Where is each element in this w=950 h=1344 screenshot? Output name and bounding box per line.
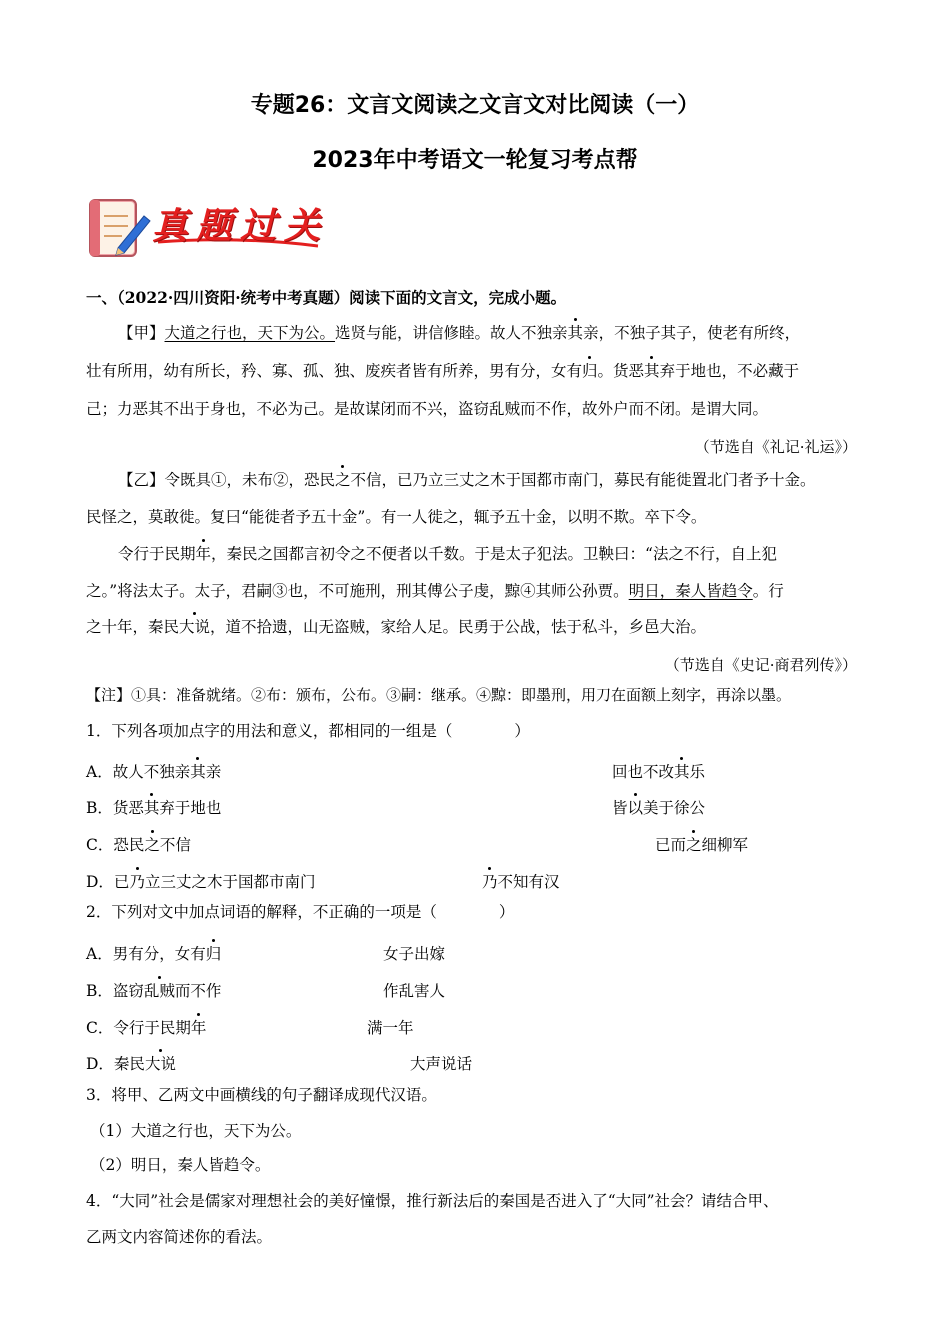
annotation-note: 【注】①具：准备就绪。②布：颁布，公布。③嗣：继承。④黥：即墨刑，用刀在面额上刻字，再涂以墨。 — [86, 686, 792, 704]
jia-text: 壮有所用，幼有所长，矜、寡、孤、独、废疾者皆有所养，男有分，女有 — [86, 362, 583, 380]
yi-text: 不信，已乃立三丈之木于国都市南门，募民有能徙置北门者予十金。 — [350, 471, 816, 489]
q2-option-d-right: 大声说话 — [410, 1055, 473, 1073]
q2-option-b-right: 作乱害人 — [383, 982, 446, 1000]
q2-option-d-left: D．秦民大说 — [86, 1055, 176, 1073]
q3-sentence-1: （1）大道之行也，天下为公。 — [90, 1122, 302, 1140]
q4-stem-line-2: 乙两文内容简述你的看法。 — [86, 1228, 273, 1246]
q2-option-c-right: 满一年 — [367, 1019, 414, 1037]
q1-option-a-left: A．故人不独亲其亲 — [86, 763, 222, 781]
yi-text: 令行于民期 — [118, 545, 196, 563]
yi-line-5 — [86, 620, 706, 636]
banner-text: 真题过关 — [152, 205, 329, 247]
yi-underlined-sentence: 明日，秦人皆趋令 — [628, 582, 753, 600]
q2-option-c-left: C．令行于民期年 — [86, 1019, 207, 1037]
yi-text: 之。”将法太子。太子，君嗣③也，不可施刑，刑其傅公子虔，黥④其师公孙贾。 — [86, 582, 629, 600]
q1-option-b-left: B．货恶其弃于地也 — [86, 799, 222, 817]
q2-option-a-right: 女子出嫁 — [383, 945, 446, 963]
q1-stem: 1．下列各项加点字的用法和意义，都相同的一组是（ ） — [86, 722, 530, 740]
jia-line-2 — [86, 364, 799, 380]
question-header: 一、（2022·四川资阳·统考中考真题）阅读下面的文言文，完成小题。 — [86, 288, 567, 307]
yi-line-1 — [118, 473, 816, 489]
dotted-char: 之 — [335, 471, 351, 489]
q3-stem: 3．将甲、乙两文中画横线的句子翻译成现代汉语。 — [86, 1086, 437, 1104]
jia-label: 【甲】 — [118, 324, 165, 342]
dotted-char: 归 — [582, 362, 598, 380]
q1-option-d-right: 乃不知有汉 — [482, 873, 560, 891]
q2-option-a-left: A．男有分，女有归 — [86, 945, 222, 963]
jia-text: 亲，不独子其子，使老有所终， — [583, 324, 801, 342]
yi-source: （节选自《史记·商君列传》） — [664, 656, 857, 674]
q1-option-d-left: D．已乃立三丈之木于国都市南门 — [86, 873, 316, 891]
q4-stem-line-1: 4．“大同”社会是儒家对理想社会的美好憧憬，推行新法后的秦国是否进入了“大同”社会？请结合甲、 — [86, 1192, 779, 1210]
yi-text: ，道不拾遗，山无盗贼，家给人足。民勇于公战，怯于私斗，乡邑大治。 — [210, 618, 707, 636]
page-title: 专题26：文言文阅读之文言文对比阅读（一） — [250, 93, 700, 118]
page-subtitle: 2023年中考语文一轮复习考点帮 — [312, 148, 638, 173]
jia-text: 弃于地也，不必藏于 — [659, 362, 800, 380]
dotted-char: 其 — [567, 324, 584, 342]
q1-option-c-right: 已而之细柳军 — [655, 836, 749, 854]
jia-line-3: 己；力恶其不出于身也，不必为己。是故谋闭而不兴，盗窃乱贼而不作，故外户而不闭。是谓大同。 — [86, 400, 769, 418]
yi-line-3 — [118, 547, 777, 563]
dotted-char: 年 — [195, 545, 212, 563]
dotted-char: 其 — [644, 362, 660, 380]
q1-option-b-right: 皆以美于徐公 — [612, 799, 706, 817]
yi-line-2: 民怪之，莫敢徙。复曰“能徙者予五十金”。有一人徙之，辄予五十金，以明不欺。卒下令。 — [86, 508, 707, 526]
q1-option-c-left: C．恐民之不信 — [86, 836, 191, 854]
jia-line-1 — [118, 326, 800, 342]
jia-source: （节选自《礼记·礼运》） — [694, 438, 857, 456]
yi-text: 之十年，秦民 — [86, 618, 180, 636]
jia-text: 。货恶 — [597, 362, 645, 380]
q1-option-a-right: 回也不改其乐 — [612, 763, 706, 781]
yi-line-4 — [86, 584, 784, 600]
dotted-char: 大说 — [179, 618, 211, 636]
q2-stem: 2．下列对文中加点词语的解释，不正确的一项是（ ） — [86, 903, 515, 921]
yi-text: 。行 — [752, 582, 784, 600]
jia-underlined-sentence: 大道之行也，天下为公。 — [164, 324, 336, 342]
q3-sentence-2: （2）明日，秦人皆趋令。 — [90, 1156, 271, 1174]
section-banner — [88, 196, 328, 260]
yi-text: ，秦民之国都言初令之不便者以千数。于是太子犯法。卫鞅曰：“法之不行，自上犯 — [211, 545, 777, 563]
q2-option-b-left: B．盗窃乱贼而不作 — [86, 982, 222, 1000]
yi-text: 【乙】令既具①，未布②，恐民 — [118, 471, 336, 489]
jia-text: 选贤与能，讲信修睦。故人不独亲 — [335, 324, 568, 342]
